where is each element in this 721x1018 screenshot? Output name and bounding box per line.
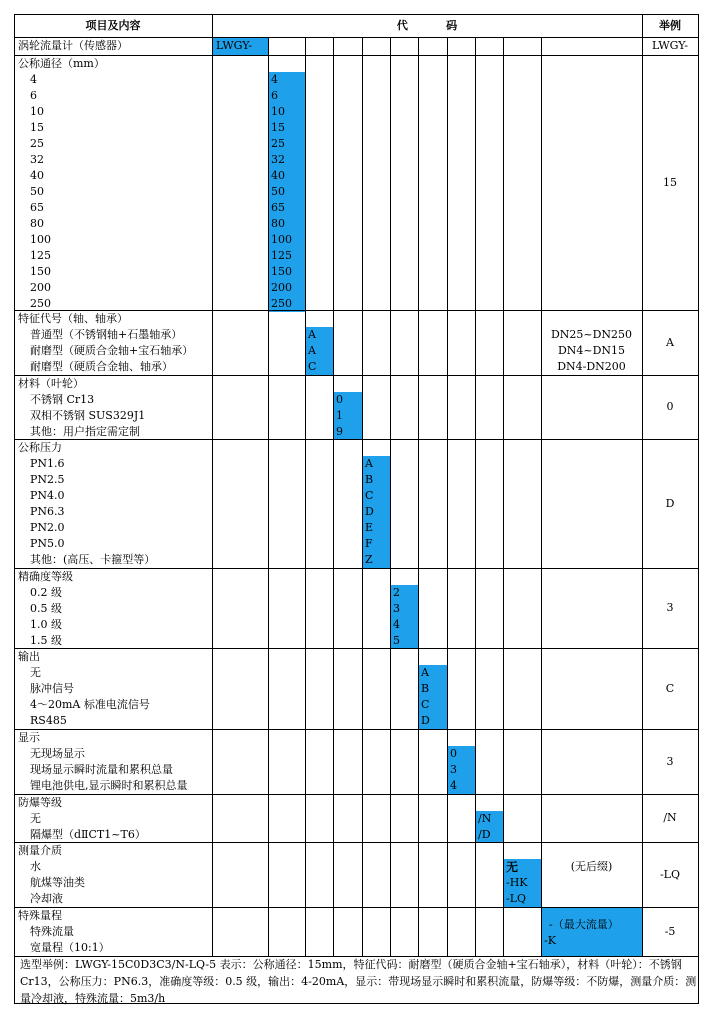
diameter-item: 40 [30,169,44,182]
col-divider [447,37,448,956]
diameter-code: 15 [271,121,285,134]
feature-code: A [308,328,316,341]
explosion-item: 无 [30,812,41,825]
explosion-code: /D [478,828,491,841]
col-divider [305,37,306,956]
row-divider [14,37,699,38]
diameter-code: 32 [271,153,285,166]
row-divider [14,568,699,569]
medium-item: 航煤等油类 [30,876,85,889]
col-divider [212,14,213,956]
output-code: D [421,714,430,727]
display-title: 显示 [18,731,40,744]
medium-note: (无后缀) [570,860,613,873]
range-item: 宽量程（10:1） [30,941,110,954]
feature-title: 特征代号（轴、轴承） [18,312,128,325]
feature-item: 普通型（不锈钢轴+石墨轴承） [30,328,183,341]
row-divider [14,842,699,843]
row-divider [14,375,699,376]
explosion-item: 隔爆型（dⅡCT1~T6） [30,828,146,841]
medium-code: -HK [506,876,528,889]
col-divider [503,37,504,956]
pressure-item: PN2.0 [30,521,65,534]
explosion-code: /N [478,812,492,825]
display-item: 锂电池供电,显示瞬时和累积总量 [30,779,188,792]
header-example: 举例 [659,19,681,32]
diameter-item: 65 [30,201,44,214]
accuracy-code: 2 [393,586,400,599]
diameter-example: 15 [663,175,677,189]
model-code: LWGY- [216,39,253,52]
range-example: -5 [664,924,676,938]
accuracy-example: 3 [666,601,674,614]
row-divider [14,648,699,649]
accuracy-code: 3 [393,602,400,615]
output-example: C [665,681,675,695]
col-divider [475,37,476,956]
output-item: 4～20mA 标准电流信号 [30,698,150,711]
output-code: A [421,666,429,679]
material-code: 9 [336,425,343,438]
pressure-item: PN4.0 [30,489,65,502]
accuracy-code: 5 [393,634,400,647]
pressure-code: D [365,505,374,518]
table-border-right [698,14,699,1004]
diameter-code: 150 [271,265,292,278]
medium-item: 水 [30,860,41,873]
feature-item: 耐磨型（硬质合金轴、轴承） [30,360,173,373]
col-divider [541,37,542,956]
feature-range: DN25~DN250 [550,328,633,341]
range-item: 特殊流量 [30,925,74,938]
pressure-code: C [365,489,374,502]
accuracy-item: 1.5 级 [30,634,62,647]
medium-code: -LQ [506,892,527,905]
display-item: 现场显示瞬时流量和累积总量 [30,763,173,776]
range-code: -（最大流量） [549,918,619,931]
range-code: -K [544,934,556,947]
diameter-item: 25 [30,137,44,150]
accuracy-item: 1.0 级 [30,618,62,631]
accuracy-code: 4 [393,618,400,631]
col-divider [268,37,269,956]
pressure-title: 公称压力 [18,441,62,454]
diameter-code: 80 [271,217,285,230]
output-item: 脉冲信号 [30,682,74,695]
display-example: 3 [666,754,674,768]
diameter-code: 125 [271,249,292,262]
diameter-item: 125 [30,249,51,262]
medium-code: 无 [506,860,519,874]
row-divider [14,14,699,15]
material-item: 不锈钢 Cr13 [30,393,95,406]
diameter-item: 4 [30,73,37,86]
pressure-code: E [365,521,374,534]
diameter-code: 50 [271,185,285,198]
diameter-item: 100 [30,233,51,246]
col-divider [642,14,643,956]
feature-item: 耐磨型（硬质合金轴+宝石轴承） [30,344,194,357]
material-item: 其他：用户指定需定制 [30,425,140,438]
diameter-code: 25 [271,137,285,150]
medium-example: -LQ [659,867,681,881]
pressure-item: PN1.6 [30,457,65,470]
output-code: B [421,682,430,695]
pressure-example: D [665,496,675,510]
accuracy-title: 精确度等级 [18,570,73,583]
display-code: 4 [450,779,457,792]
material-example: 0 [666,400,674,413]
medium-item: 冷却液 [30,892,63,905]
diameter-item: 250 [30,297,51,310]
diameter-title: 公称通径（mm） [18,57,105,70]
feature-range: DN4~DN15 [557,344,626,357]
display-code: 0 [450,747,457,760]
feature-code: A [308,344,316,357]
diameter-code: 250 [271,297,292,310]
diameter-item: 10 [30,105,44,118]
diameter-item: 200 [30,281,51,294]
medium-title: 测量介质 [18,844,62,857]
diameter-code: 200 [271,281,292,294]
model-label: 涡轮流量计（传感器） [18,39,128,52]
pressure-code: A [365,457,373,470]
col-divider [418,37,419,956]
material-item: 双相不锈钢 SUS329J1 [30,409,146,422]
footnote: 选型举例：LWGY-15C0D3C3/N-LQ-5 表示：公称通径：15mm，特征代码：耐磨型（硬质合金轴+宝石轴承），材料（叶轮）：不锈钢 Cr13，公称压力：PN6.3，准确度等级：0.5 级，输出：4-20mA，显示：带现场显示瞬时和累积流量，防爆等级：不防爆，测量介质：测量冷却液，特殊流量：5m3/h [20,958,697,1005]
col-divider [390,37,391,956]
pressure-item: 其他：(高压、卡箍型等） [30,553,156,566]
diameter-code: 100 [271,233,292,246]
diameter-item: 50 [30,185,44,198]
diameter-item: 80 [30,217,44,230]
feature-range: DN4-DN200 [557,360,626,373]
output-item: RS485 [30,714,67,727]
pressure-item: PN2.5 [30,473,65,486]
col-divider [333,37,334,956]
material-code: 1 [336,409,343,422]
pressure-item: PN5.0 [30,537,65,550]
explosion-title: 防爆等级 [18,796,62,809]
pressure-code: F [365,537,373,550]
output-code: C [421,698,430,711]
display-code: 3 [450,763,457,776]
material-code: 0 [336,393,343,406]
table-border-left [14,14,15,1004]
output-item: 无 [30,666,41,679]
display-item: 无现场显示 [30,747,85,760]
diameter-item: 6 [30,89,37,102]
model-example: LWGY- [651,39,689,52]
row-divider [14,794,699,795]
range-title: 特殊量程 [18,909,62,922]
accuracy-item: 0.5 级 [30,602,62,615]
pressure-item: PN6.3 [30,505,65,518]
pressure-code: Z [365,553,373,566]
diameter-code: 4 [271,73,278,86]
header-item: 项目及内容 [85,19,141,32]
output-title: 输出 [18,650,40,663]
diameter-item: 32 [30,153,44,166]
row-divider [14,55,699,56]
diameter-code: 6 [271,89,278,102]
diameter-code: 40 [271,169,285,182]
feature-example: A [666,335,674,349]
row-divider [14,907,699,908]
header-code: 代 码 [396,19,458,32]
row-divider [14,310,699,311]
diameter-item: 15 [30,121,44,134]
diameter-item: 150 [30,265,51,278]
diameter-code: 10 [271,105,285,118]
explosion-example: /N [663,811,677,824]
pressure-code: B [365,473,374,486]
diameter-code: 65 [271,201,285,214]
col-divider [362,37,363,956]
row-divider [14,439,699,440]
material-title: 材料（叶轮） [18,377,84,390]
feature-code: C [308,360,317,373]
row-divider [14,729,699,730]
accuracy-item: 0.2 级 [30,586,62,599]
